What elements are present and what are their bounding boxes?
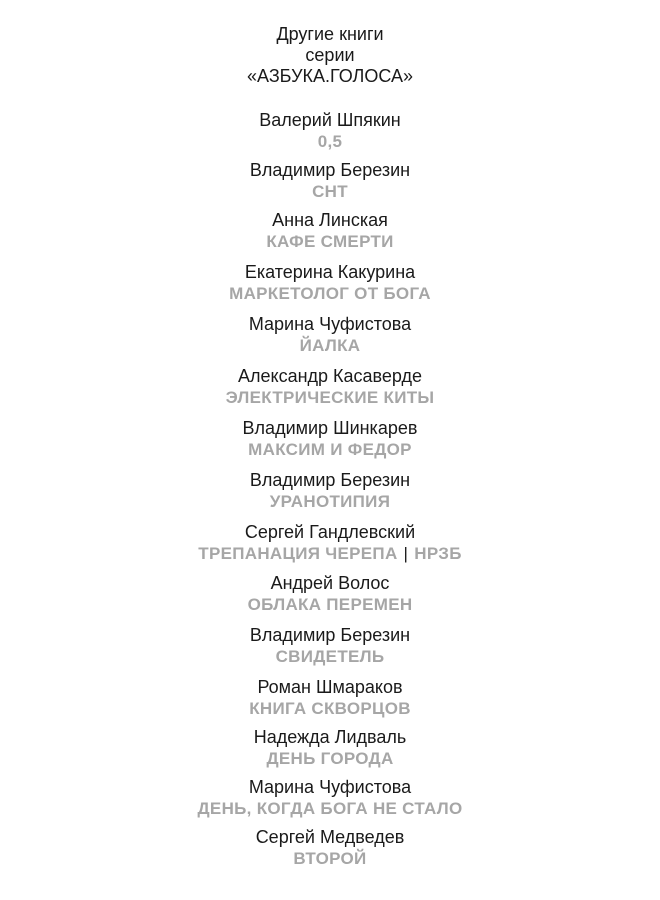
- book-title-second: НРЗБ: [414, 544, 462, 563]
- book-author: Владимир Шинкарев: [242, 418, 418, 438]
- book-entry: [0, 365, 660, 409]
- book-author: Роман Шмараков: [257, 677, 403, 697]
- book-title: ДЕНЬ ГОРОДА: [266, 749, 394, 768]
- header-line-series-name: «АЗБУКА.ГОЛОСА»: [247, 66, 413, 86]
- header-line-series: серии: [305, 45, 355, 65]
- header-line-other-books: Другие книги: [276, 24, 384, 44]
- book-entry: [0, 159, 660, 203]
- book-author: Сергей Медведев: [255, 827, 405, 847]
- book-author: Владимир Березин: [249, 625, 411, 645]
- book-entry: [0, 676, 660, 720]
- book-entry: [0, 521, 660, 565]
- book-title: ЙАЛКА: [299, 336, 361, 355]
- book-author: Сергей Гандлевский: [244, 522, 416, 542]
- book-author: Валерий Шпякин: [259, 110, 401, 130]
- book-title: ТРЕПАНАЦИЯ ЧЕРЕПА: [198, 544, 398, 563]
- book-entry: [0, 209, 660, 253]
- book-entry: [0, 572, 660, 616]
- book-entry: [0, 624, 660, 668]
- book-title: ЭЛЕКТРИЧЕСКИЕ КИТЫ: [225, 388, 435, 407]
- book-entry: [0, 313, 660, 357]
- book-author: Надежда Лидваль: [253, 727, 407, 747]
- book-entry: [0, 826, 660, 870]
- book-title: СВИДЕТЕЛЬ: [275, 647, 385, 666]
- book-author: Анна Линская: [272, 210, 388, 230]
- book-entry: [0, 417, 660, 461]
- book-title: КНИГА СКВОРЦОВ: [249, 699, 411, 718]
- book-title: УРАНОТИПИЯ: [269, 492, 391, 511]
- book-author: Андрей Волос: [270, 573, 390, 593]
- book-title-combined: [0, 543, 660, 565]
- book-entry: [0, 261, 660, 305]
- book-title: МАКСИМ И ФЕДОР: [248, 440, 412, 459]
- book-author: Владимир Березин: [249, 160, 411, 180]
- book-entry: [0, 726, 660, 770]
- book-title: КАФЕ СМЕРТИ: [266, 232, 394, 251]
- book-title: ДЕНЬ, КОГДА БОГА НЕ СТАЛО: [197, 799, 463, 818]
- book-title: ВТОРОЙ: [293, 849, 367, 868]
- book-title: МАРКЕТОЛОГ ОТ БОГА: [229, 284, 431, 303]
- book-entry: [0, 469, 660, 513]
- book-author: Екатерина Какурина: [244, 262, 416, 282]
- book-title: 0,5: [317, 132, 343, 151]
- book-entry: [0, 776, 660, 820]
- book-title: ОБЛАКА ПЕРЕМЕН: [247, 595, 413, 614]
- book-entry: [0, 109, 660, 153]
- series-header: [0, 24, 660, 87]
- book-author: Владимир Березин: [249, 470, 411, 490]
- book-author: Марина Чуфистова: [248, 777, 412, 797]
- book-author: Александр Касаверде: [237, 366, 423, 386]
- book-author: Марина Чуфистова: [248, 314, 412, 334]
- title-separator: |: [403, 544, 409, 563]
- book-title: СНТ: [312, 182, 348, 201]
